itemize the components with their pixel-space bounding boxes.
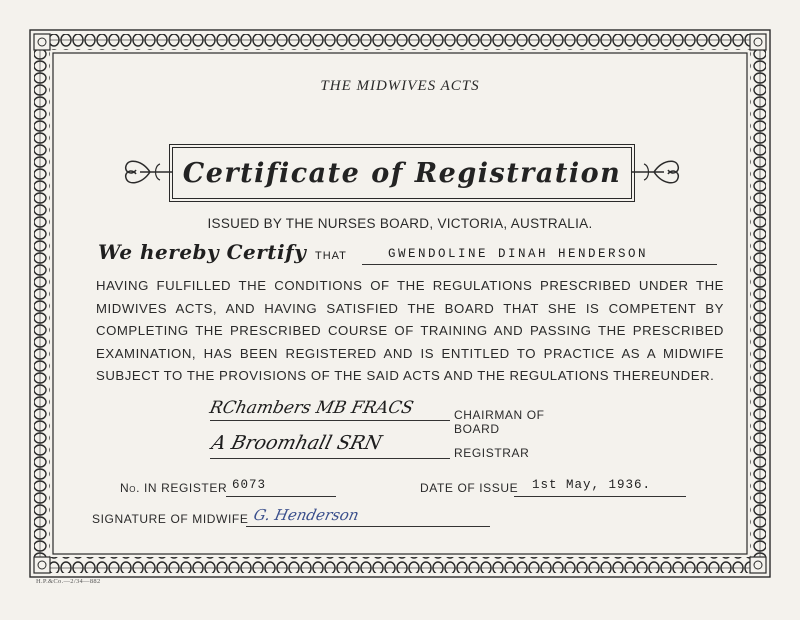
registrar-signature: A Broomhall SRN [209,432,385,454]
chairman-label: CHAIRMAN OF BOARD [454,408,545,436]
registrar-row [209,432,530,460]
date-underline [514,496,686,497]
chairman-underline [210,420,450,421]
printer-code: H.P.&Co.—2/34—882 [36,578,101,585]
register-underline [226,496,336,497]
registrant-name: GWENDOLINE DINAH HENDERSON [388,247,649,261]
certify-phrase: We hereby Certify [98,240,307,264]
register-label: No. IN REGISTER [120,481,228,495]
midwife-underline [246,526,490,527]
issued-by-line: ISSUED BY THE NURSES BOARD, VICTORIA, AUSTRALIA. [207,216,593,231]
right-scroll-ornament [632,150,684,194]
midwife-label: SIGNATURE OF MIDWIFE [92,512,249,526]
name-underline [362,264,717,265]
register-number: 6073 [232,478,267,492]
registrar-label: REGISTRAR [454,446,530,460]
date-label: DATE OF ISSUE [420,481,519,495]
registrar-underline [210,458,450,459]
certify-row [98,238,718,268]
midwife-signature: G. Henderson [252,506,361,524]
left-scroll-ornament [120,150,172,194]
certificate-title: Certificate of Registration [182,157,622,189]
chairman-row [207,398,570,436]
certificate-body: HAVING FULFILLED THE CONDITIONS OF THE REGULATIONS PRESCRIBED UNDER THE MIDWIVES ACTS, AND HAVING SATISFIED THE BOARD THAT SHE IS COMPETENT BY COMPLETING THE PRESCRIBED COURSE OF TRAINING AND PASSING THE PRESCRIBED EXAMINATION, HAS BEEN REGISTERED AND IS ENTITLED TO PRACTICE AS A MIDWIFE SUBJECT TO THE PROVISIONS OF THE SAID ACTS AND THE REGULATIONS THEREUNDER. [96,278,724,384]
date-of-issue: 1st May, 1936. [532,478,652,492]
that-word: THAT [315,250,347,262]
acts-header: THE MIDWIVES ACTS [320,78,480,94]
chairman-signature: RChambers MB FRACS [207,398,416,418]
title-frame [172,147,632,199]
